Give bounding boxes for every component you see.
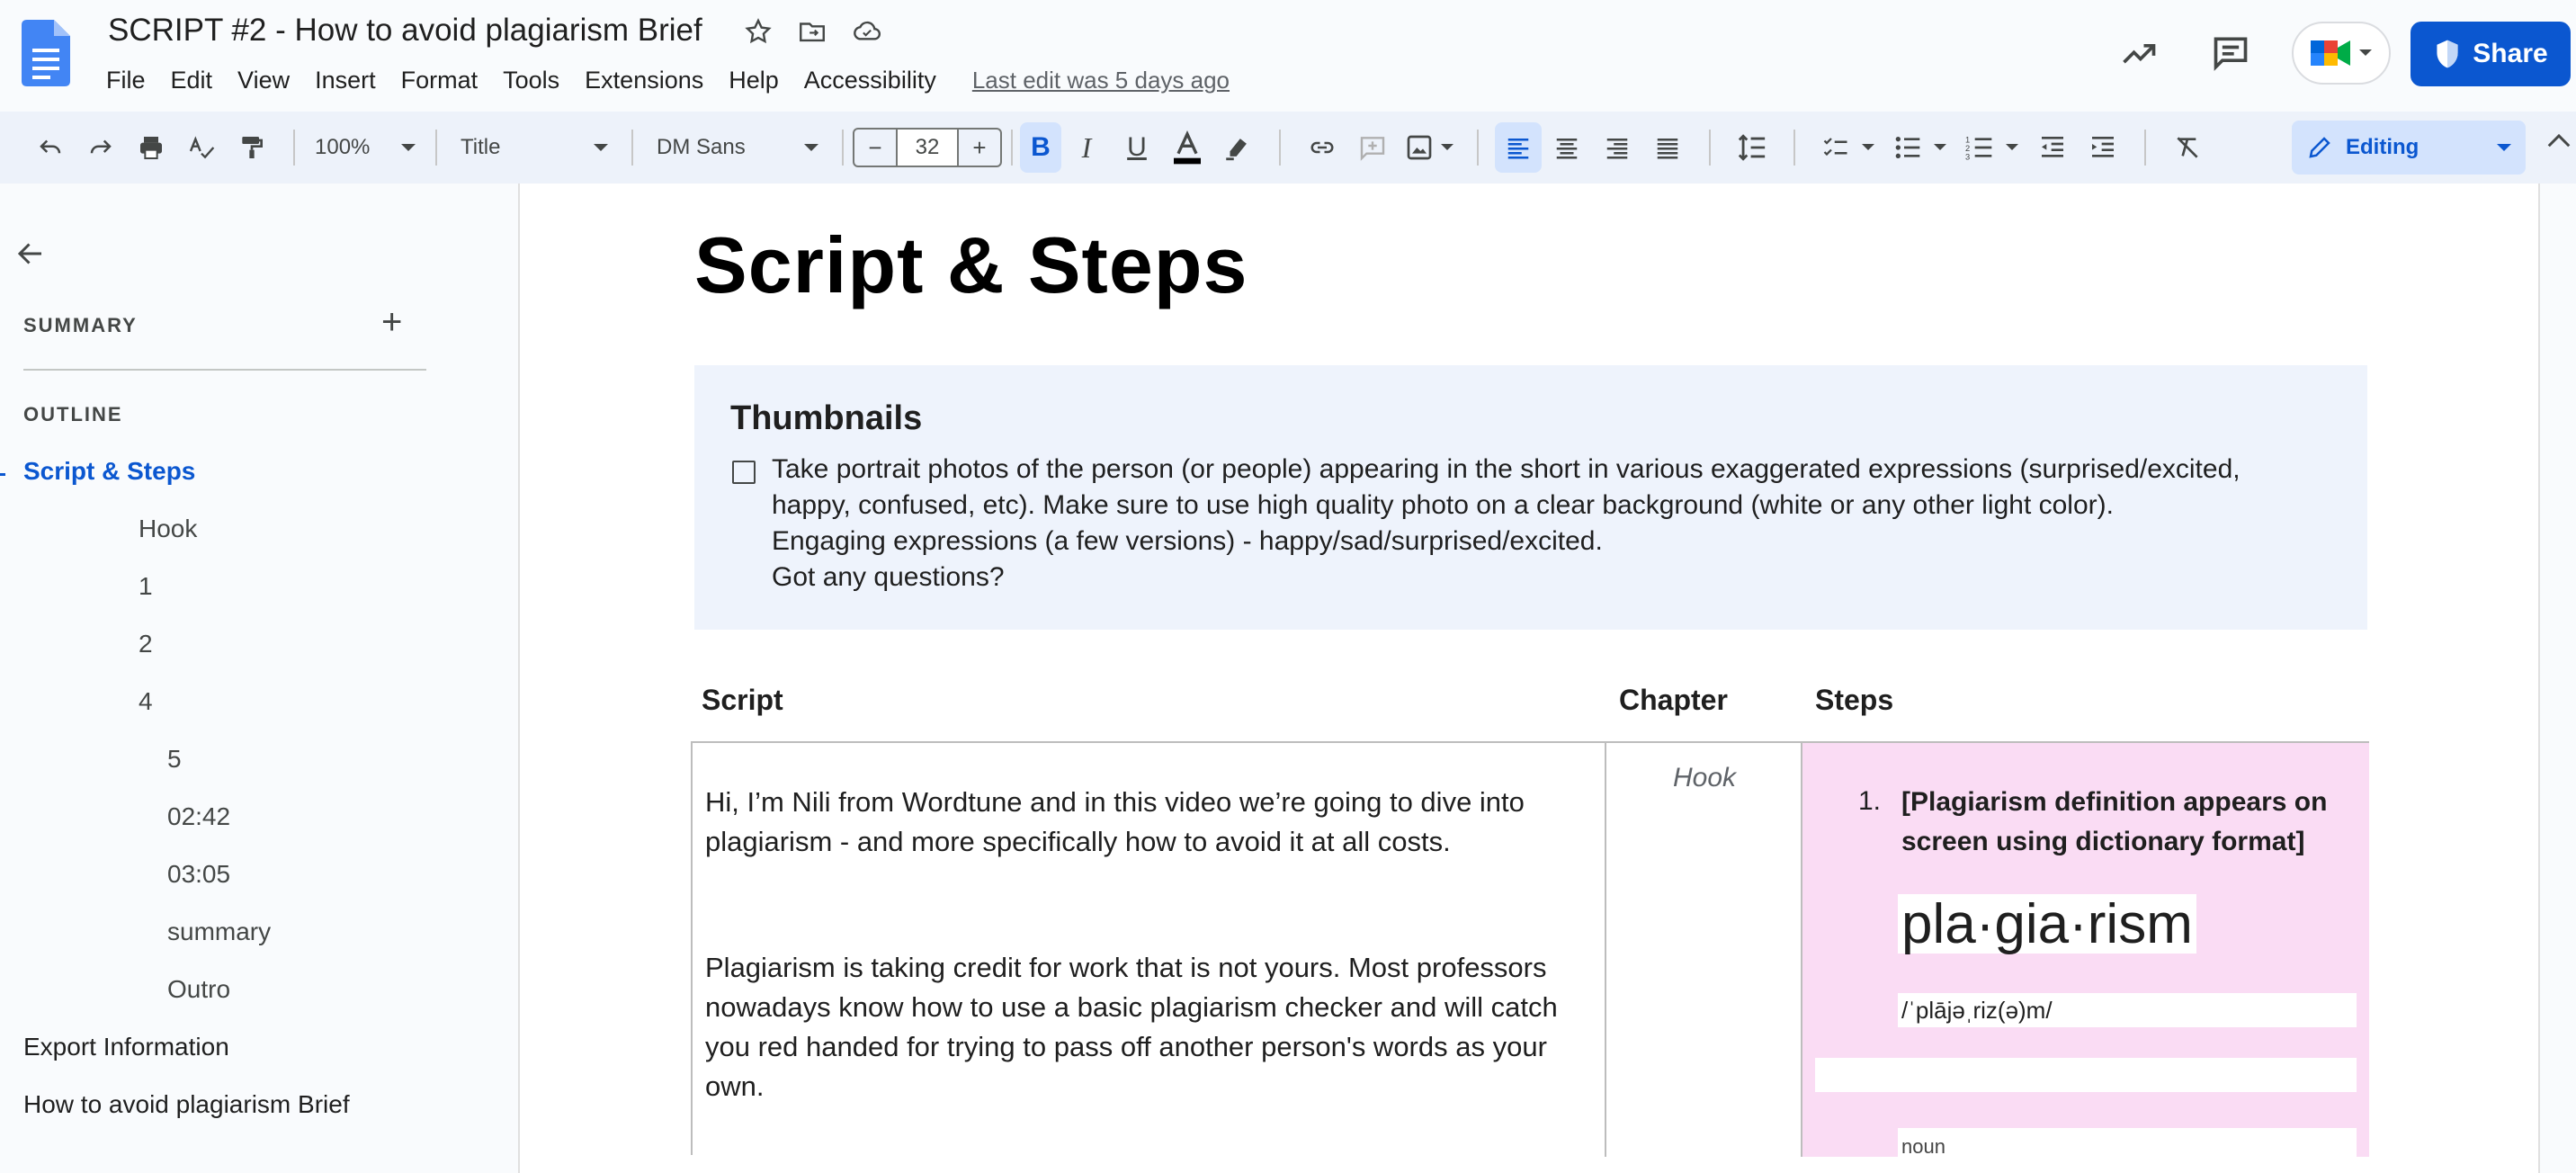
outline-label: OUTLINE [23,403,123,425]
page-title: Script & Steps [694,220,1248,309]
step-line: [Plagiarism definition appears on [1901,787,2328,817]
collapse-menus-icon[interactable] [2545,130,2572,156]
column-header-steps: Steps [1815,684,1894,716]
column-header-chapter: Chapter [1619,684,1728,716]
column-divider [1605,743,1606,1157]
zoom-select[interactable] [311,122,419,173]
comments-icon[interactable] [2211,32,2250,72]
underline-icon[interactable]: U [1127,132,1147,162]
dictionary-spacer [1815,1058,2357,1092]
lock-shield-icon [2433,38,2462,70]
step-instruction [1901,783,2327,862]
decrease-font-size-button[interactable]: − [868,133,882,161]
steps-cell[interactable] [1802,743,2369,1157]
style-value: Title [461,135,501,159]
toolbar-divider [1709,130,1711,166]
editing-mode-select[interactable] [2292,121,2526,175]
step-line: screen using dictionary format] [1901,827,2305,856]
script-line: Hi, I’m Nili from Wordtune and in this video we’re going to dive into [705,786,1525,818]
italic-icon[interactable]: I [1081,130,1092,164]
clear-formatting-icon[interactable] [2162,122,2213,173]
step-number: 1. [1858,786,1882,816]
zoom-value: 100% [315,135,371,159]
header-bar [0,0,2576,112]
menu-edit[interactable]: Edit [170,67,213,94]
dictionary-phonetic-box [1898,993,2357,1027]
menu-view[interactable]: View [237,67,291,94]
chevron-down-icon [594,144,608,151]
toolbar-divider [1793,130,1795,166]
toolbar-divider [1477,130,1479,166]
formatting-toolbar [0,112,2576,184]
summary-label: SUMMARY [23,314,138,336]
toolbar-divider [293,130,295,166]
redo-icon[interactable] [76,122,126,173]
title-actions [743,16,883,47]
thumbnails-instructions [772,452,2355,595]
toolbar-divider [2144,130,2146,166]
script-line: nowadays know how to use a basic plagiarism checker and will catch [705,991,1558,1023]
dictionary-part-of-speech-box [1898,1128,2357,1157]
move-folder-icon[interactable] [797,16,827,47]
script-line: own. [705,1070,765,1102]
back-arrow-icon[interactable] [13,237,49,274]
bulleted-list-icon[interactable] [1883,122,1955,173]
highlight-color-icon[interactable] [1212,122,1263,173]
document-page[interactable] [518,184,2540,1173]
chevron-down-icon [804,144,818,151]
thumbnails-line: happy, confused, etc). Make sure to use high quality photo on a clear background (white or any other light color). [772,490,2114,520]
meet-icon [2309,35,2354,71]
share-label: Share [2473,39,2548,68]
font-size-input[interactable]: 32 [896,130,959,166]
align-justify-icon[interactable] [1642,122,1693,173]
toolbar-divider [631,130,633,166]
outline-item-4[interactable]: 4 [139,687,153,715]
thumbnails-line: Engaging expressions (a few versions) - happy/sad/surprised/excited. [772,526,1603,556]
script-cell[interactable] [705,754,1605,1135]
menu-format[interactable]: Format [400,67,479,94]
script-table [691,741,2369,1158]
script-line: plagiarism - and more specifically how to avoid it at all costs. [705,826,1451,857]
line-spacing-icon[interactable] [1727,122,1777,173]
toolbar-divider [842,130,844,166]
toolbar-divider [1279,130,1281,166]
thumbnails-line: Got any questions? [772,562,1005,592]
column-header-script: Script [702,684,783,716]
insert-link-icon[interactable] [1297,122,1347,173]
svg-text:1: 1 [1965,135,1971,145]
thumbnails-heading: Thumbnails [730,399,923,437]
add-summary-button[interactable]: + [381,302,403,342]
pencil-icon [2306,134,2333,161]
script-line: Plagiarism is taking credit for work that is not yours. Most professors [705,952,1547,983]
activity-trend-icon[interactable] [2119,34,2159,74]
numbered-list-icon[interactable] [1955,122,2027,173]
docs-logo-icon[interactable] [22,20,70,86]
font-size-control [853,128,1002,167]
outline-item-script-steps[interactable]: Script & Steps [23,457,196,485]
paragraph-gap [705,891,1605,919]
outline-item-02-42[interactable]: 02:42 [167,802,231,830]
decrease-indent-icon[interactable] [2027,122,2078,173]
bold-icon[interactable]: B [1020,122,1061,173]
dictionary-word: pla·gia·rism [1901,892,2193,955]
thumbnails-line: Take portrait photos of the person (or people) appearing in the short in various exaggerated expressions (surprised/excited, [772,454,2241,484]
menu-accessibility[interactable]: Accessibility [803,67,936,94]
checklist-icon[interactable] [1811,122,1883,173]
font-family-select[interactable] [649,122,826,173]
sidebar-divider [23,369,426,371]
chapter-cell[interactable]: Hook [1673,763,1737,792]
menu-tools[interactable]: Tools [503,67,560,94]
paint-format-icon[interactable] [227,122,277,173]
chevron-down-icon [2497,144,2511,151]
dictionary-phonetic: /ˈplājəˌriz(ə)m/ [1901,996,2053,1024]
chevron-down-icon [401,144,416,151]
add-comment-icon[interactable] [1347,122,1398,173]
document-canvas [514,184,2576,1158]
thumbnails-callout [694,365,2367,630]
text-color-icon[interactable] [1162,122,1212,173]
svg-text:3: 3 [1965,152,1971,162]
font-value: DM Sans [657,135,746,159]
outline-item-outro[interactable]: Outro [167,975,231,1003]
menu-bar [94,63,1230,98]
align-center-icon[interactable] [1542,122,1592,173]
outline-item-brief[interactable]: How to avoid plagiarism Brief [23,1090,350,1118]
align-right-icon[interactable] [1592,122,1642,173]
toolbar-divider [435,130,437,166]
outline-item-5[interactable]: 5 [167,745,182,773]
outline-item-2[interactable]: 2 [139,630,153,658]
outline-item-03-05[interactable]: 03:05 [167,860,231,888]
menu-insert[interactable]: Insert [315,67,376,94]
outline-item-1[interactable]: 1 [139,572,153,600]
share-button[interactable] [2411,22,2571,86]
column-divider [1801,743,1802,1157]
undo-icon[interactable] [25,122,76,173]
svg-text:2: 2 [1965,144,1971,153]
star-icon[interactable] [743,16,774,47]
outline-item-hook[interactable]: Hook [139,515,198,542]
print-icon[interactable] [126,122,176,173]
outline-item-summary[interactable]: summary [167,918,272,945]
paragraph-style-select[interactable] [453,122,615,173]
dictionary-part-of-speech: noun [1901,1135,1945,1158]
increase-font-size-button[interactable]: + [972,133,987,161]
document-title[interactable]: SCRIPT #2 - How to avoid plagiarism Brief [108,13,702,48]
menu-help[interactable]: Help [729,67,779,94]
outline-item-export-information[interactable]: Export Information [23,1033,229,1061]
document-outline-sidebar [0,184,514,1130]
script-line: you red handed for trying to pass off another person's words as your [705,1031,1547,1062]
align-left-icon[interactable] [1495,122,1542,173]
task-checkbox[interactable] [732,461,756,484]
insert-image-icon[interactable] [1398,122,1461,173]
current-heading-marker [0,473,5,476]
chevron-down-icon [2357,48,2374,58]
cloud-saved-icon[interactable] [851,16,883,47]
spellcheck-icon[interactable] [176,122,227,173]
meet-button[interactable] [2292,22,2391,85]
editing-mode-label: Editing [2346,135,2419,159]
last-edit-link[interactable]: Last edit was 5 days ago [971,67,1230,94]
dictionary-word-box [1898,894,2196,954]
menu-extensions[interactable]: Extensions [585,67,704,94]
menu-file[interactable]: File [106,67,146,94]
toolbar-divider [1011,130,1013,166]
increase-indent-icon[interactable] [2078,122,2128,173]
